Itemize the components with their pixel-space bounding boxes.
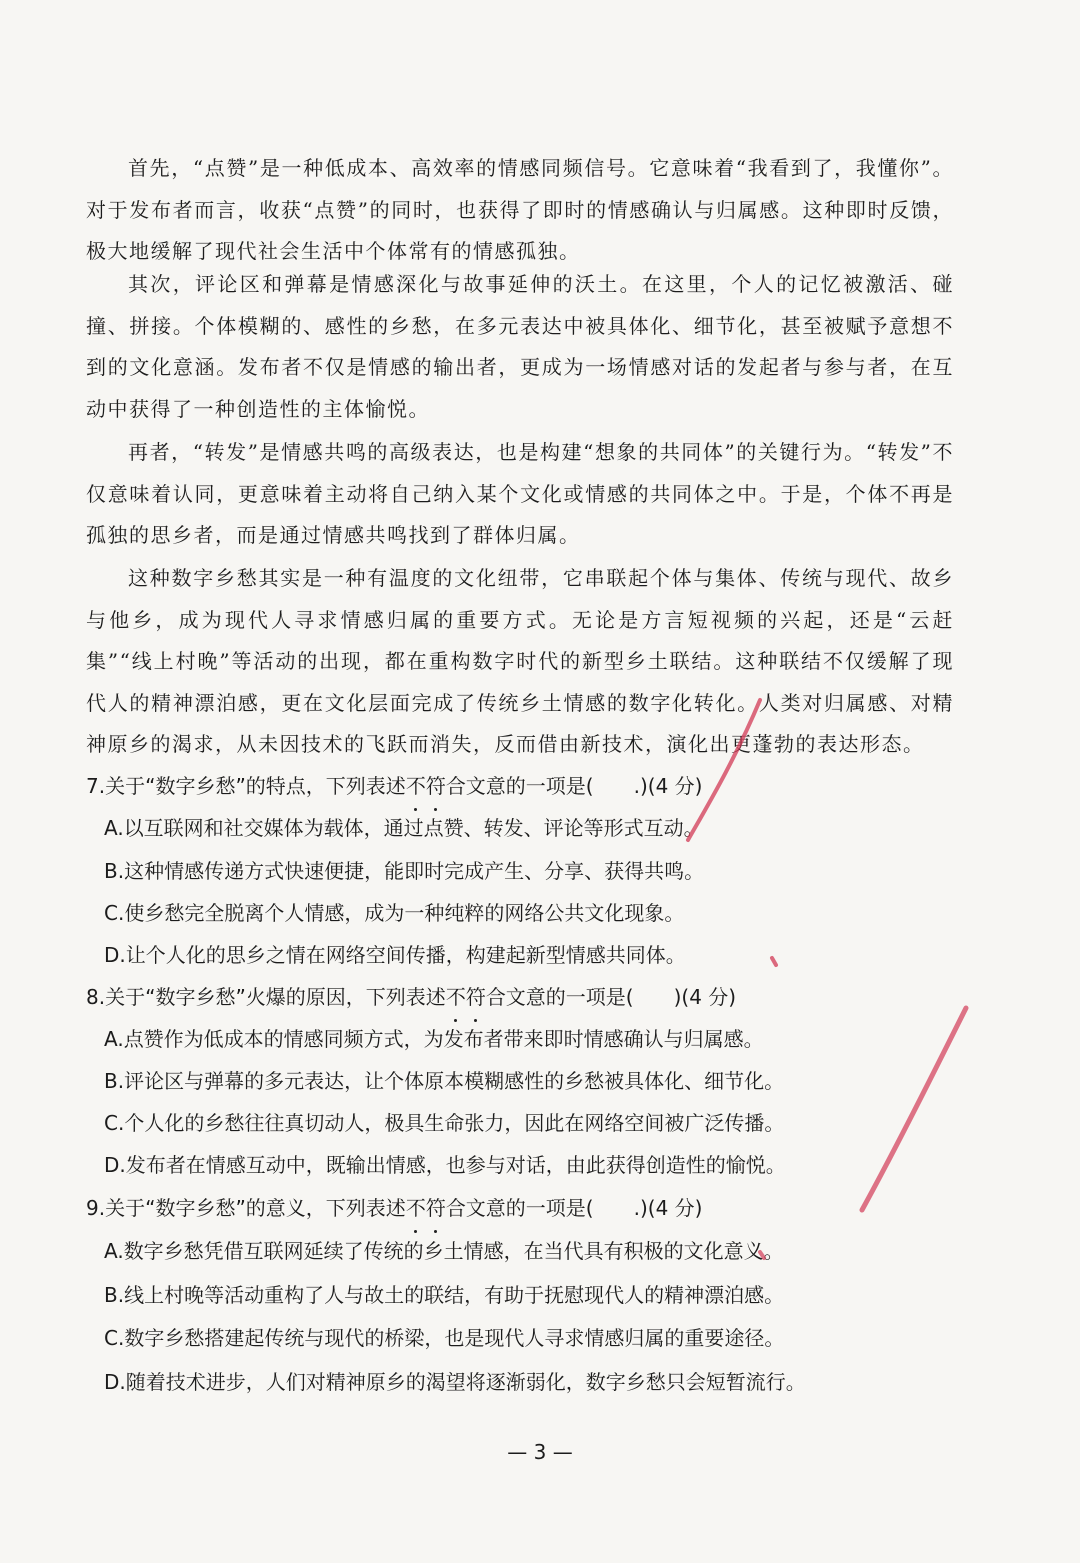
passage-paragraph-3: 再者，“转发”是情感共鸣的高级表达，也是构建“想象的共同体”的关键行为。“转发”不仅意味着认同，更意味着主动将自己纳入某个文化或情感的共同体之中。于是，个体不再是孤独的思乡者，而是通过情感共鸣找到了群体归属。 xyxy=(86,440,954,547)
question-stem-text: 9.关于“数字乡愁”的意义，下列表述 xyxy=(86,1196,406,1220)
emphasis-char: 符 xyxy=(466,976,486,1018)
pen-stroke xyxy=(772,958,776,965)
emphasis-char: 不 xyxy=(446,976,466,1018)
question-7-option-b: B.这种情感传递方式快速便捷，能即时完成产生、分享、获得共鸣。 xyxy=(104,859,705,883)
question-9-option-d: D.随着技术进步，人们对精神原乡的渴望将逐渐弱化，数字乡愁只会短暂流行。 xyxy=(104,1370,806,1394)
question-7-option-c: C.使乡愁完全脱离个人情感，成为一种纯粹的网络公共文化现象。 xyxy=(104,901,685,925)
question-stem-text: 8.关于“数字乡愁”火爆的原因，下列表述 xyxy=(86,985,446,1009)
emphasis-char: 不 xyxy=(406,1187,426,1229)
question-9-option-a: A.数字乡愁凭借互联网延续了传统的乡土情感，在当代具有积极的文化意义。 xyxy=(104,1239,784,1263)
question-8-option-d: D.发布者在情感互动中，既输出情感，也参与对话，由此获得创造性的愉悦。 xyxy=(104,1153,786,1177)
question-stem-tail: 合文意的一项是( .)(4 分) xyxy=(445,774,703,798)
question-stem-text: 7.关于“数字乡愁”的特点，下列表述 xyxy=(86,774,406,798)
question-9-stem xyxy=(86,1187,702,1229)
question-7-stem xyxy=(86,765,702,807)
question-stem-tail: 合文意的一项是( .)(4 分) xyxy=(445,1196,703,1220)
question-8-stem xyxy=(86,976,736,1018)
passage-paragraph-2: 其次，评论区和弹幕是情感深化与故事延伸的沃土。在这里，个人的记忆被激活、碰撞、拼接。个体模糊的、感性的乡愁，在多元表达中被具体化、细节化，甚至被赋予意想不到的文化意涵。发布者不仅是情感的输出者，更成为一场情感对话的发起者与参与者，在互动中获得了一种创造性的主体愉悦。 xyxy=(86,272,954,421)
emphasis-char: 符 xyxy=(426,765,446,807)
pen-stroke xyxy=(862,1008,966,1210)
question-8-option-b: B.评论区与弹幕的多元表达，让个体原本模糊感性的乡愁被具体化、细节化。 xyxy=(104,1069,785,1093)
question-9-option-b: B.线上村晚等活动重构了人与故土的联结，有助于抚慰现代人的精神漂泊感。 xyxy=(104,1283,785,1307)
question-8-option-c: C.个人化的乡愁往往真切动人，极具生命张力，因此在网络空间被广泛传播。 xyxy=(104,1111,785,1135)
question-stem-tail: 合文意的一项是( )(4 分) xyxy=(485,985,737,1009)
question-9-option-c: C.数字乡愁搭建起传统与现代的桥梁，也是现代人寻求情感归属的重要途径。 xyxy=(104,1326,785,1350)
emphasis-char: 符 xyxy=(426,1187,446,1229)
question-7-option-a: A.以互联网和社交媒体为载体，通过点赞、转发、评论等形式互动。 xyxy=(104,816,704,840)
passage-paragraph-4: 这种数字乡愁其实是一种有温度的文化纽带，它串联起个体与集体、传统与现代、故乡与他乡，成为现代人寻求情感归属的重要方式。无论是方言短视频的兴起，还是“云赶集”“线上村晚”等活动的出现，都在重构数字时代的新型乡土联结。这种联结不仅缓解了现代人的精神漂泊感，更在文化层面完成了传统乡土情感的数字化转化。人类对归属感、对精神原乡的渴求，从未因技术的飞跃而消失，反而借由新技术，演化出更蓬勃的表达形态。 xyxy=(86,566,954,756)
question-8-option-a: A.点赞作为低成本的情感同频方式，为发布者带来即时情感确认与归属感。 xyxy=(104,1027,764,1051)
emphasis-char: 不 xyxy=(406,765,426,807)
page-number: — 3 — xyxy=(507,1440,573,1464)
passage-paragraph-1: 首先，“点赞”是一种低成本、高效率的情感同频信号。它意味着“我看到了，我懂你”。对于发布者而言，收获“点赞”的同时，也获得了即时的情感确认与归属感。这种即时反馈，极大地缓解了现代社会生活中个体常有的情感孤独。 xyxy=(86,156,954,263)
question-7-option-d: D.让个人化的思乡之情在网络空间传播，构建起新型情感共同体。 xyxy=(104,943,686,967)
